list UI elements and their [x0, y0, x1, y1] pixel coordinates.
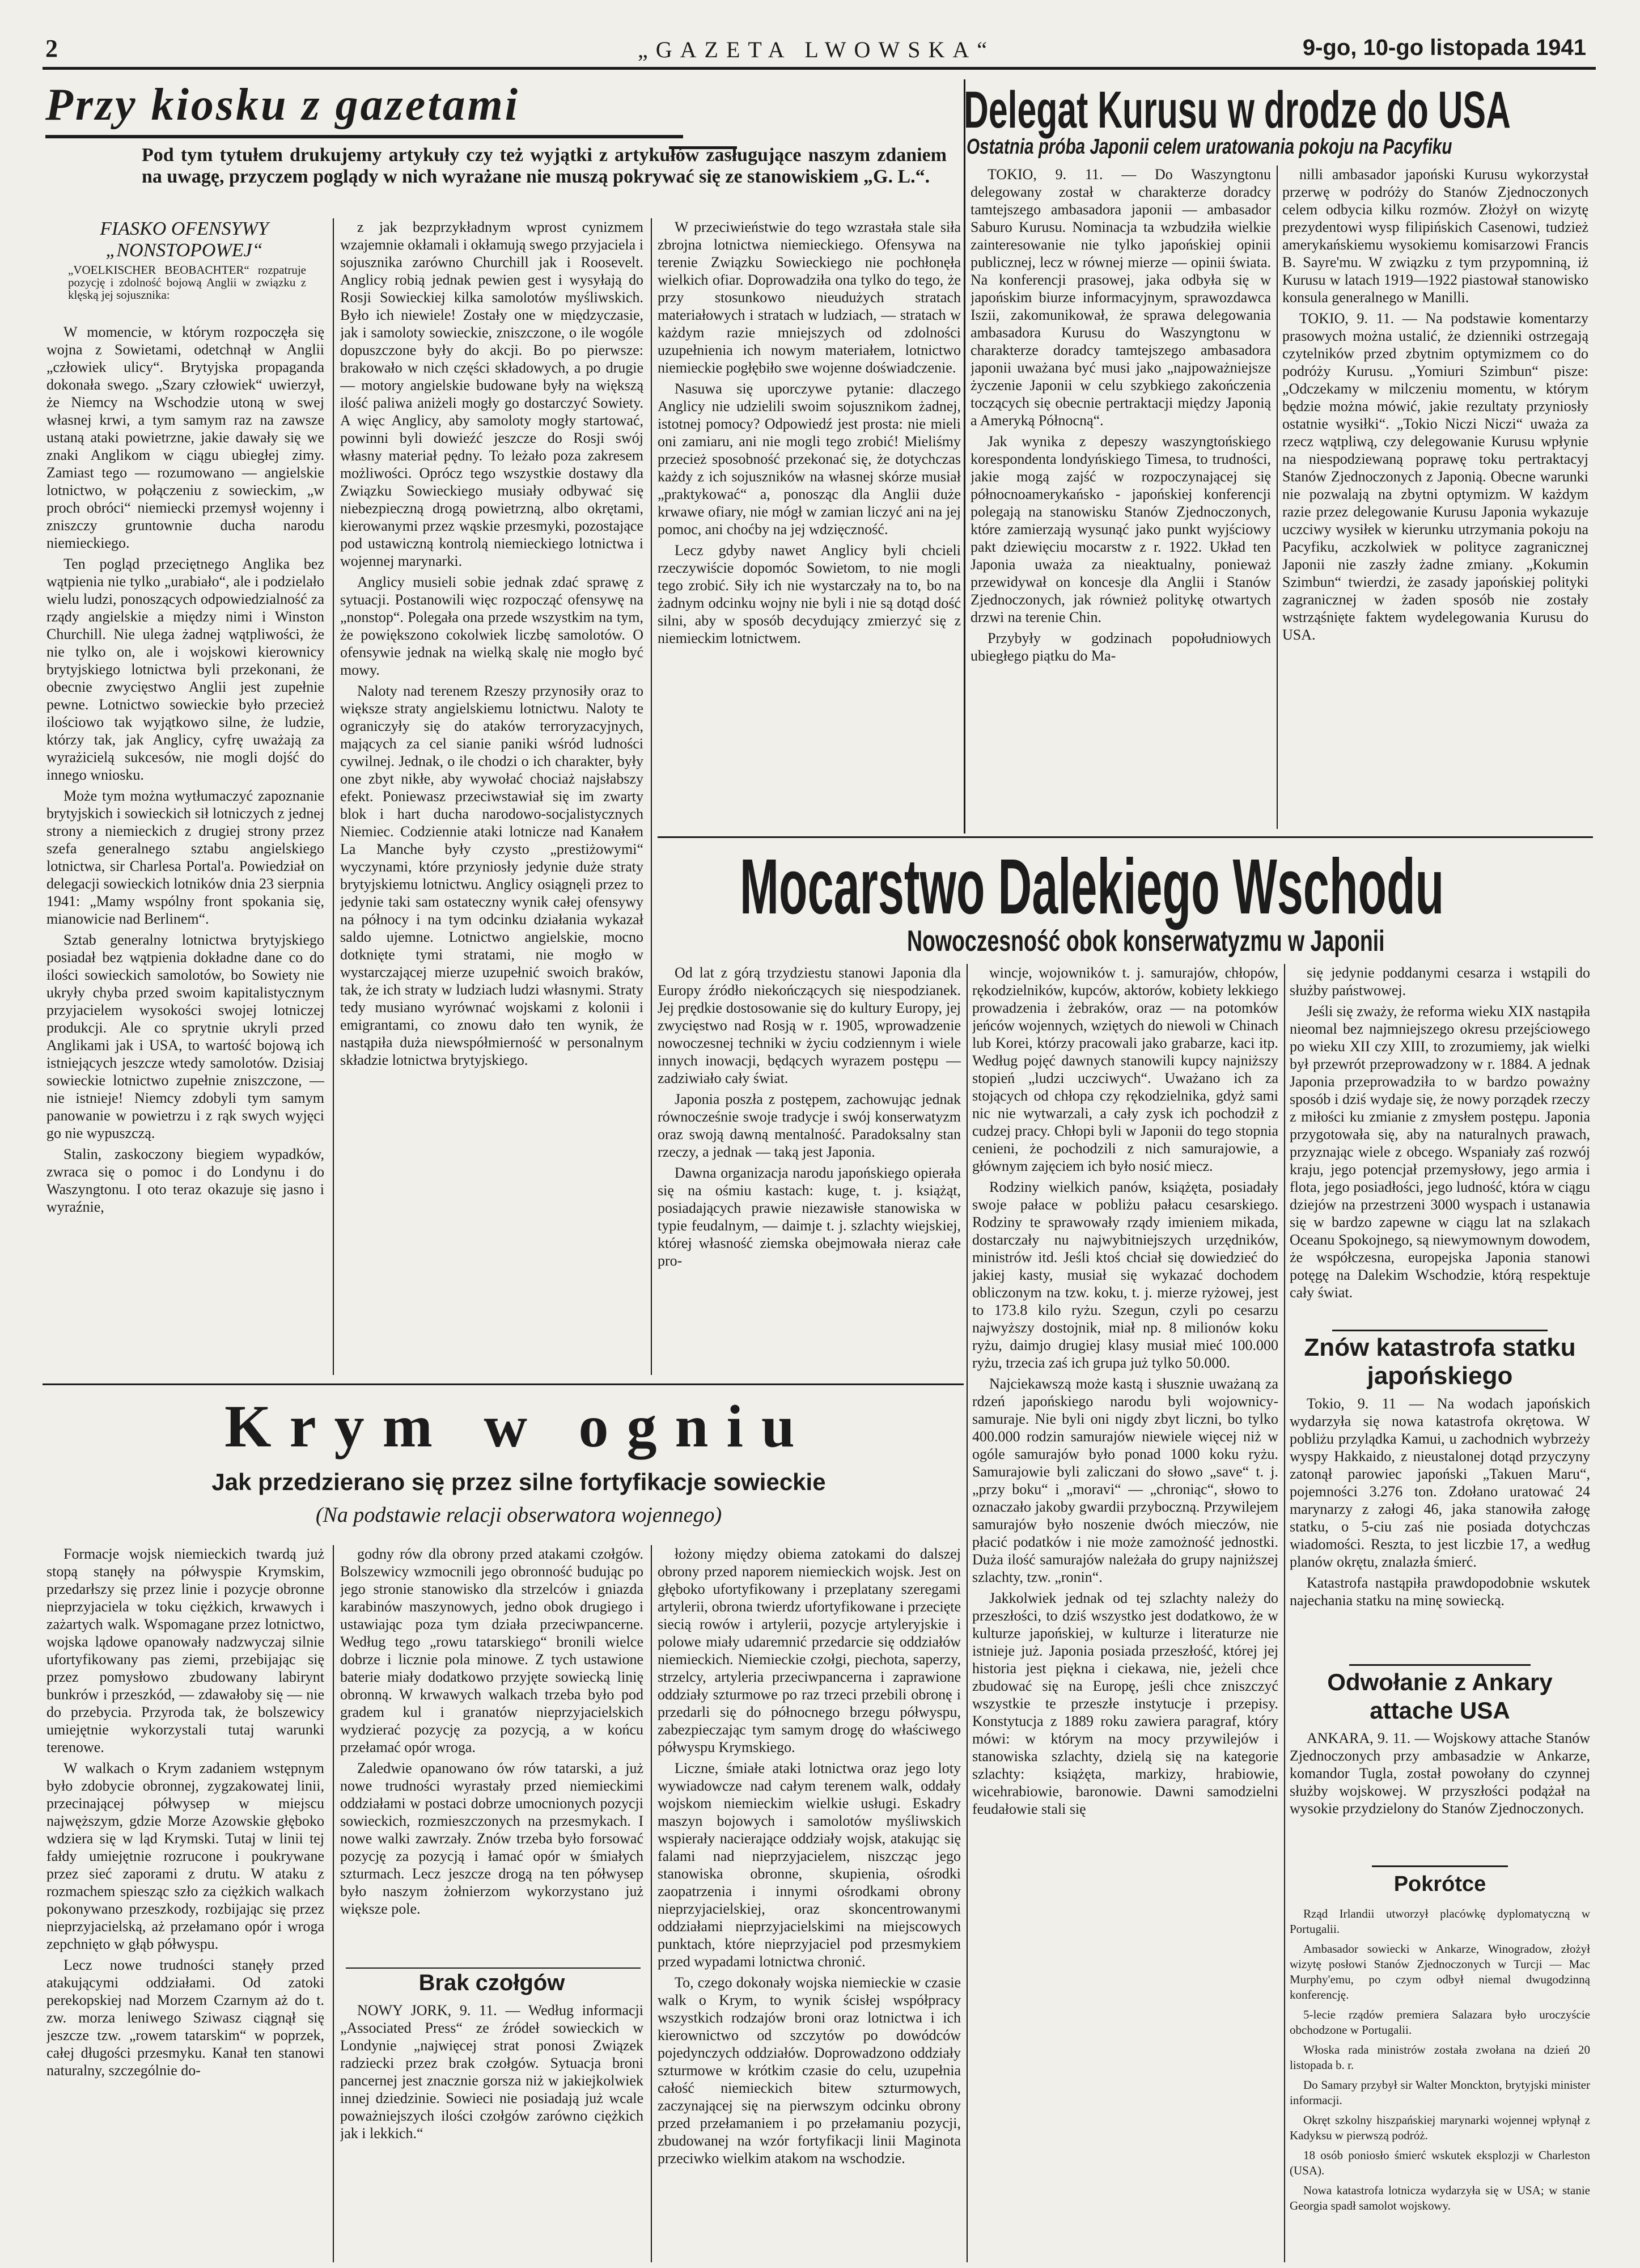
column-divider	[967, 964, 968, 2262]
znow-article	[1290, 1395, 1590, 1658]
pokrotce-item: Rząd Irlandii utworzył placówkę dyplomatyczną w Portugalii.	[1290, 1907, 1590, 1936]
column-divider	[333, 218, 334, 1375]
kiosk-subheading: FIASKO OFENSYWY „NONSTOPOWEJ“	[100, 218, 269, 261]
pokrotce-item: Okręt szkolny hiszpańskiej marynarki wojennej wpłynął z Kadyksu w pierwszą podróż.	[1290, 2113, 1590, 2142]
mocarstwo-col3-paragraph: się jedynie poddanymi cesarza i wstąpili do służby państwowej.	[1290, 964, 1590, 998]
pokrotce-item: Włoska rada ministrów została zwołana na dzień 20 listopada b. r.	[1290, 2043, 1590, 2072]
odwolanie-paragraph: ANKARA, 9. 11. — Wojskowy attache Stanów Zjednoczonych przy ambasadzie w Ankarze, komandor Tugla, został powołany do czynnej służby wojskowej. W przyszłości podążał na wysokie przydzielony do Stanów Zjednoczonych.	[1290, 1730, 1590, 1817]
kiosk-col3-paragraph: Lecz gdyby nawet Anglicy byli chcieli rzeczywiście dopomóc Sowietom, to nie mogli tego zrobić. Siły ich nie wystarczały na to, bo na żadnym odcinku wojny nie byli i nie są dotąd dość silni, aby w sposób decydujący zmierzyć się z niemieckim lotnictwem.	[658, 542, 961, 646]
mocarstwo-col3-paragraph: Jeśli się zważy, że reforma wieku XIX nastąpiła nieomal bez najmniejszego okresu przejściowego po wieku XII czy XIII, to zrozumiemy, jak wielki był przewrót przeprowadzony w r. 1884. A jednak Japonia przeprowadziła to w bardzo poważny sposób i dziś wydaje się, że nowy porządek rzeczy z miłości ku zmianie z zmysłem postępu. Japonia przygotowała się, aby na naturalnych prawach, przyznając wiele z obcego. Wspaniały zaś rozwój kraju, jego potencjał przemysłowy, jego armia i flota, jego posiadłości, jego ludność, która w ciągu dziejów na przestrzeni 3000 wyspach i ustanawia się w bardzo zapewne w ciągu lat na szlakach Oceanu Spokojnego, są niewymownym dowodem, że współczesna, europejska Japonia stanowi potęgę na Dalekim Wschodzie, którą respektuje cały świat.	[1290, 1003, 1590, 1301]
krym-source-note: (Na podstawie relacji obserwatora wojennego)	[315, 1503, 722, 1527]
kiosk-col3-paragraph: Nasuwa się uporczywe pytanie: dlaczego Anglicy nie udzielili swoim sojusznikom żadnej, istotnej pomocy? Odpowiedź jest prosta: nie mieli oni zamiaru, ani nie mogli tego zrobić! Mieliśmy przecież sposobność przekonać się, że dotychczas każdy z ich sojuszników na własnej skórze musiał „praktykować“ a, ponosząc dla Anglii duże krwawe ofiary, nie mógł w zamian liczyć ani na jej pomoc, ani choćby na jej wdzięczność.	[658, 380, 961, 538]
brak-czolgow-paragraph: NOWY JORK, 9. 11. — Według informacji „Associated Press“ ze źródeł sowieckich w Londynie „najwięcej strat ponosi Związek radziecki przez brak czołgów. Sytuacja broni pancernej jest znacznie gorsza niż w jakiejkolwiek innej dziedzinie. Sowieci nie posiadają już wcale poważniejszych ilości czołgów zarówno ciężkich jak i lekkich.“	[340, 2002, 643, 2142]
kiosk-column-3	[658, 218, 961, 859]
column-divider	[1284, 964, 1285, 2262]
mocarstwo-headline: Mocarstwo Dalekiego Wschodu	[740, 843, 1444, 930]
mocarstwo-col1-paragraph: Japonia poszła z postępem, zachowując jednak równocześnie swoje tradycje i swój konserwatyzm oraz swoją dawną mentalność. Paradoksalny stan rzeczy, a jednak — taką jest Japonia.	[658, 1091, 961, 1160]
section-rule	[1332, 1330, 1548, 1331]
section-rule	[43, 1383, 964, 1385]
column-divider	[651, 218, 652, 1375]
odwolanie-article	[1290, 1729, 1590, 1865]
kiosk-col1-paragraph: Stalin, zaskoczony biegiem wypadków, zwraca się o pomoc i do Londynu i do Waszyngtonu. I oto teraz okazuje się jasno i wyraźnie,	[46, 1146, 324, 1215]
kiosk-col2-paragraph: z jak bezprzykładnym wprost cynizmem wzajemnie okłamali i okłamują swego przyjaciela i sojusznika zarówno Churchill jak i Roosevelt. Anglicy robią jednak pewien gest i wysyłają do Rosji Sowieckiej kilka samolotów myśliwskich. Było ich niewiele! Zostały one w międzyczasie, jak i samoloty sowieckie, zniszczone, o ile wogóle dopuszczone były do akcji. Bo po pierwsze: brakowało w nich części składowych, a po drugie — motory angielskie budowane były na większą ilość paliwa aniżeli mogły go dostarczyć Sowiety. A więc Anglicy, aby samoloty mogły startować, powinni byli dowieźć jeszcze do Rosji swój własny materiał pędny. To leżało poza zakresem możliwości. Oprócz tego wszystkie dostawy dla Związku Sowieckiego musiały odbywać się niebezpieczną drogą powietrzną, albo okrętami, kierowanymi przez wąskie przesmyki, pozostające pod ustawiczną kontrolą niemieckiego lotnictwa i wojennej marynarki.	[340, 219, 643, 569]
kiosk-intro: Pod tym tytułem drukujemy artykuły czy też wyjątki z artykułów zasługujące naszym zdaniem na uwagę, przyczem poglądy w nich wyrażane nie muszą pokrywać się ze stanowiskiem „G. L.“.	[142, 145, 947, 187]
mocarstwo-col2-paragraph: wincje, wojowników t. j. samurajów, chłopów, rękodzielników, kupców, aktorów, kobiety lekkiego prowadzenia i żebraków, oraz — na potomków jeńców wojennych, wziętych do niewoli w Chinach lub Korei, którzy pracowali jako grabarze, kaci itp. Według pojęć dawnych stanowili kupcy najniższy stopień „ludzi uczciwych“. Uważano ich za stojących od chłopa czy rękodzielnika, gdyż sami nic nie wytwarzali, a cały zysk ich pochodził z cudzej pracy. Chłopi byli w Japonii do tego stopnia cenieni, że pochodzili z nich samurajowie, a głównym zajęciem ich było nosić miecz.	[972, 964, 1278, 1174]
krym-col2-paragraph: Zaledwie opanowano ów rów tatarski, a już nowe trudności wyrastały przed niemieckimi oddziałami w postaci dobrze umocnionych pozycji sowieckich, rozmieszczonych na przesmykach. I nowe walki zawrzały. Znów trzeba było forsować pozycję za pozycją i łamać opór w śmiałych szturmach. Lecz jeszcze drogą na ten półwysep było naszym żołnierzom wykorzystano już większe pole.	[340, 1760, 643, 1917]
pokrotce-item: 5-lecie rządów premiera Salazara było uroczyście obchodzone w Portugalii.	[1290, 2008, 1590, 2037]
odwolanie-headline: Odwołanie z Ankary attache USA	[1327, 1669, 1553, 1724]
brak-czolgow-article	[340, 2002, 643, 2262]
mocarstwo-col1-paragraph: Dawna organizacja narodu japońskiego opierała się na ośmiu kastach: kuge, t. j. książąt, posiadających prawie niezawisłe stanowiska w typie feudalnym, — daimje t. j. szlachty wiejskiej, której własność ziemska obejmowała nieraz całe pro-	[658, 1165, 961, 1269]
brak-czolgow-headline: Brak czołgów	[418, 1970, 565, 1995]
krym-column-1	[46, 1545, 324, 2262]
masthead: „GAZETA LWOWSKA“	[638, 37, 995, 62]
krym-col1-paragraph: W walkach o Krym zadaniem wstępnym było zdobycie obronnej, zygzakowatej linii, przecinającej półwysep w miejscu najwęższym, gdzie Morze Azowskie głęboko wdziera się w ląd Krymski. Tutaj w linii tej fałdy umiejętnie rozrucone i poukrywane przez sieć zaporami z drutu. W ataku z rozmachem spiesząc szło za ciężkich walkach pokonywano przeszkody, rozbijając się przez nieprzyjacielską, aż przełamano opór i wroga zepchnięto w głąb półwyspu.	[46, 1760, 324, 1952]
krym-col2-paragraph: godny rów dla obrony przed atakami czołgów. Bolszewicy wzmocnili jego obronność budując po jego stronie stanowisko dla strzelców i gniazda karabinów maszynowych, jedno obok drugiego i ustawiając poza tym działa przeciwpancerne. Według tego „rowu tatarskiego“ bronili wielce dobrze i licznie pola minowe. Z tych ustawione baterie miały dodatkowo przyjęte sowiecką linię obronną. W krwawych walkach trzeba było pod gradem kul i granatów nieprzyjacielskich wydzierać pozycję za pozycją, a w końcu przełamać opór wroga.	[340, 1546, 643, 1755]
pokrotce-headline: Pokrótce	[1393, 1872, 1486, 1896]
kiosk-col1-paragraph: W momencie, w którym rozpoczęła się wojna z Sowietami, odetchnął w Anglii „człowiek ulicy“. Brytyjska propaganda dokonała swego. „Szary człowiek“ uwierzył, że Niemcy na Wschodzie utoną w swej własnej krwi, a tym samym raz na zawsze ustaną ataki powietrzne, jakie dawały się we znaki Anglikom w ciągu ubiegłej zimy. Zamiast tego — rozumowano — angielskie lotnictwo, w połączeniu z sowieckim, „w proch obróci“ niemiecki przemysł wojenny i zniszczy gruntownie ducha narodu niemieckiego.	[46, 324, 324, 551]
issue-date: 9-go, 10-go listopada 1941	[1302, 35, 1586, 60]
krym-col3-paragraph: łożony między obiema zatokami do dalszej obrony przed naporem niemieckich wojsk. Jest on głęboko ufortyfikowany i przeplatany szeregami artylerii, obrona twierdz ufortyfikowane i przecięte siecią rowów i artylerii, pozycje artyleryjskie i polowe miały udaremnić przedarcie się oddziałów niemieckich. Niemieckie czołgi, piechota, saperzy, strzelcy, artyleria przeciwpancerna i zaprawione oddziały szturmowe po raz trzeci przebili obronę i przedarli się do północnego brzegu półwyspu, zabezpieczając tym samym drogę do właściwego półwyspu Krymskiego.	[658, 1546, 961, 1755]
mocarstwo-col2-paragraph: Rodziny wielkich panów, książęta, posiadały swoje pałace w pobliżu pałacu cesarskiego. Rodziny te sprawowały rządy imieniem mikada, dostarczały nu najwybitniejszych urzędników, ministrów itd. Jeśli ktoś chciał się dowiedzieć do jakiej kasty, musiał się wykazać dochodem obliczonym na tzw. koku, t. j. mierze ryżowej, jest to 173.8 kilo ryżu. Szegun, czyli po cesarzu najwyższy dostojnik, miał np. 8 milionów koku ryżu, daimjo drugiej klasy musiał mieć 100.000 ryżu, trzecia zaś ich grupa już tylko 50.000.	[972, 1179, 1278, 1371]
pokrotce-item: Nowa katastrofa lotnicza wydarzyła się w USA; w stanie Georgia spadł samolot wojskowy.	[1290, 2184, 1590, 2212]
krym-col3-paragraph: To, czego dokonały wojska niemieckie w czasie walk o Krym, to wynik ścisłej współpracy wszystkich rodzajów broni oraz lotnictwa i ich kierownictwo od szczytów po dowódców pojedynczych oddziałów. Doprowadzono oddziały szturmowe w krótkim czasie do celu, uzupełnia całość niemieckich bitew szturmowych, zaczynającej się na pierwszym odcinku obrony przed przełamaniem i po przełamaniu pozycji, zbudowanej na wzór fortyfikacji linii Maginota przeciwko wielkim atakom na wschodzie.	[658, 1974, 961, 2167]
section-rule	[658, 836, 1593, 838]
delegat-col2-paragraph: TOKIO, 9. 11. — Na podstawie komentarzy prasowych można ustalić, że dzienniki ostrzegają czytelników przed zbytnim optymizmem co do podróży Kurusu. „Yomiuri Szimbun“ pisze: „Odczekamy w milczeniu momentu, w którym będzie można mówić, jakie rezultaty przyniosły ostatnie wysiłki“. „Tokio Niczi Niczi“ uważa za rzecz wątpliwą, czy delegowanie Kurusu wpłynie na niespodziewaną poprawę toku pertraktacyj Stanów Zjednoczonych z Japonią. Obecne warunki nie pozwalają na zbytni optymizm. W każdym razie przez delegowanie Kurusu Japonia wykazuje uczciwy wysiłek w kierunku utrzymania pokoju na Pacyfiku, aczkolwiek w polityce zagranicznej Japonii nie zaszły żadne zmiany. „Kokumin Szimbun“ twierdzi, że zasady japońskiej polityki zagranicznej w żaden sposób nie zostały wstrząśnięte faktem wydelegowania Kurusu do USA.	[1282, 310, 1588, 643]
column-divider	[1277, 166, 1278, 829]
krym-column-3	[658, 1545, 961, 2262]
delegat-col2-paragraph: nilli ambasador japoński Kurusu wykorzystał przerwę w podróży do Stanów Zjednoczonych celem odbycia kilku rozmów. Złożył on wizytę prezydentowi wysp filipińskich Casenowi, tudzież amerykańskiemu wysokiemu komisarzowi Francis B. Sayre'mu. W związku z tym przypomniną, iż Kurusu w latach 1919—1922 piastował stanowisko konsula generalnego w Manilli.	[1282, 166, 1588, 306]
column-divider	[333, 1545, 334, 2262]
section-rule	[346, 1967, 641, 1969]
mocarstwo-column-1	[658, 964, 961, 1383]
kiosk-column-2	[340, 218, 643, 1369]
delegat-subheadline: Ostatnia próba Japonii celem uratowania pokoju na Pacyfiku	[967, 135, 1452, 159]
mocarstwo-column-3	[1290, 964, 1590, 1327]
delegat-col1-paragraph: Przybyły w godzinach popołudniowych ubiegłego piątku do Ma-	[971, 630, 1271, 664]
kiosk-col2-paragraph: Naloty nad terenem Rzeszy przynosiły oraz to większe straty angielskiemu lotnictwu. Naloty te ograniczyły się do ataków terroryzacyjnych, mających za cel sianie paniki wśród ludności cywilnej. Jednak, o ile chodzi o ich charakter, były one zbyt nikłe, aby wywołać chociaż najsłabszy efekt. Poniewasz przeciwstawiał się im zwarty blok i hart ducha narodowo-socjalistycznych Niemiec. Codziennie ataki lotnicze nad Kanałem La Manche były czysto „prestiżowymi“ wyczynami, które przyniosły jedynie duże straty brytyjskiemu lotnictwu. Anglicy osiągnęli przez to jedynie taki sam ostateczny wynik całej ofensywy na północy i na tym odcinku działania wykazał saldo ujemne. Lotnictwo angielskie, mocno dotknięte tymi stratami, nie mogło w wystarczającej mierze uzupełnić swoich braków, tak, że ich straty w ludziach ludzi własnymi. Straty tedy musiano wyrównać wojskami z kolonii i emigrantami, co znowu dało ten wynik, że nastąpiła duża niewspółmierność w personalnym składzie lotnictwa brytyjskiego.	[340, 683, 643, 1068]
mocarstwo-col2-paragraph: Jakkolwiek jednak od tej szlachty należy do przeszłości, to dziś wszystko jest dodatkowo, że w kulturze japońskiej, w kulturze i literaturze nie istnieje już. Japonia posiada przeszłość, której jej historia jest piękna i ciekawa, nie, jeżeli chce zbudować się na Europę, jeśli chce zniszczyć wszystkie te przeszłe instytucje i przepisy. Konstytucja z 1889 roku zawiera paragraf, który mówi: w którym na mocy przywilejów i stanowiska szlachty, dzielą się na kategorie szlachty: książęta, markizy, hrabiowie, wicehrabiowie, baronowie. Dawni samodzielni feudałowie stali się	[972, 1590, 1278, 1817]
krym-col3-paragraph: Liczne, śmiałe ataki lotnictwa oraz jego loty wywiadowcze nad całym terenem walk, oddały wojskom niemieckim wielkie usługi. Eskadry maszyn bojowych i samolotów myśliwskich wspierały nacierające oddziały wojsk, atakując się falami nad nieprzyjacielem, niszcząc jego stanowiska obronne, skupienia, ośrodki zaopatrzenia i innymi ośrodkami obrony nieprzyjacielskiej, oraz skoncentrowanymi oddziałami nieprzyjacielskimi na miejscowych punktach, które nieprzyjaciel pod przesmykiem przed wypadami lotnictwa chronić.	[658, 1760, 961, 1970]
znow-headline: Znów katastrofa statku japońskiego	[1304, 1334, 1576, 1390]
mocarstwo-col2-paragraph: Najciekawszą może kastą i słusznie uważaną za rdzeń japońskiego narodu byli wojownicy-samuraje. Nie byli oni nigdy zbyt liczni, bo tylko 400.000 rodzin samurajów niewiele więcej niż w ogóle samurajów było ponad 1000 koku ryżu. Samurajowie byli zaliczani do słowo „save“ t. j. „przy boku“ i „moravi“ — „chroniąc“, słowo to oznaczało jakoby gwardii przyboczną. Przywilejem samurajów było noszenie dwóch mieczów, nie płacić podatków i nie może zamożność jednostki. Duża ilość samurajów należała do grupy najniższej szlachty, tzw. „ronin“.	[972, 1376, 1278, 1585]
pokrotce-item: 18 osób poniosło śmierć wskutek eksplozji w Charleston (USA).	[1290, 2148, 1590, 2177]
kiosk-source-note: „VOELKISCHER BEOBACHTER“ rozpatruje pozycję i zdolność bojową Anglii w związku z klęską jej sojusznika:	[68, 263, 306, 302]
kiosk-col1-paragraph: Sztab generalny lotnictwa brytyjskiego posiadał bez wątpienia dokładne dane co do ilości sowieckich samolotów, bo Sowiety nie ukryły chyba przed swoim kapitalistycznym przyjacielem wysokości swojej lotniczej produkcji. Ale co sprytnie ukryli przed Anglikami jak i USA, to wartość bojową ich istniejących jeszcze wtedy samolotów. Dzisiaj sowieckie lotnictwo zupełnie zniszczone, — nie istnieje! Niemcy zdobyli tym samym panowanie w powietrzu i z rąk swych wyjęci go nie wypuszczą.	[46, 932, 324, 1141]
delegat-column-1	[971, 166, 1271, 829]
krym-col1-paragraph: Lecz nowe trudności stanęły przed atakującymi oddziałami. Od zatoki perekopskiej nad Morzem Czarnym aż do t. zw. morza leniwego Sziwasz ciągnął się jeszcze tzw. „rowem tatarskim“ w poprzek, całej długości przesmyku. Kanał ten stanowi naturalny, szczególnie do-	[46, 1957, 324, 2079]
section-rule	[1349, 1664, 1531, 1666]
delegat-headline: Delegat Kurusu w drodze do USA	[964, 81, 1511, 139]
kiosk-column-1	[46, 323, 324, 1383]
column-divider	[651, 1545, 652, 2262]
delegat-column-2	[1282, 166, 1588, 829]
znow-paragraph: Tokio, 9. 11 — Na wodach japońskich wydarzyła się nowa katastrofa okrętowa. W pobliżu przylądka Kamui, u zachodnich wybrzeży wyspy Hakkaido, z nieustalonej dotąd przyczyny zatonął parowiec japoński „Takuen Maru“, pojemności 3.276 ton. Zdołano uratować 24 marynarzy z załogi 46, jaka stanowiła załogę statku, o 5-ciu zaś nie posiada dotychczas wiadomości. Reszta, to jest liczbie 17, a według planów okrętu, znalazła śmierć.	[1290, 1395, 1590, 1570]
delegat-col1-paragraph: TOKIO, 9. 11. — Do Waszyngtonu delegowany został w charakterze doradcy tamtejszego ambasadora japonii — ambasador Saburo Kurusu. Nominacja ta wzbudziła wielkie zainteresowanie nie tylko japońskiej opinii publicznej, lecz w równej mierze — opinii świata. Na konferencji prasowej, jaka odbyła się w japońskim biurze informacyjnym, sprawozdawca Iszii, zakomunikował, że sprawa delegowania ambasadora Kurusu do Waszyngtonu w charakterze doradcy tamtejszego ambasadora japonii uważana być musi jako „najpoważniejsze życzenie Japonii w celu szybkiego zakończenia toczących się obecnie pertraktacji między Japonią a Ameryką Północną“.	[971, 166, 1271, 429]
page-number: 2	[45, 35, 58, 62]
mocarstwo-subheadline: Nowoczesność obok konserwatyzmu w Japonii	[907, 925, 1385, 958]
mocarstwo-col1-paragraph: Od lat z górą trzydziestu stanowi Japonia dla Europy źródło niekończących się niespodzianek. Jej prędkie dostosowanie się do kultury Europy, jej zwycięstwo nad Rosją w r. 1905, wprowadzenie nowoczesnej techniki w życiu codziennym i wiele innych inowacji, będących wyrazem postępu — zadziwiało cały świat.	[658, 964, 961, 1086]
column-divider	[964, 79, 965, 833]
krym-col1-paragraph: Formacje wojsk niemieckich twardą już stopą stanęły na półwyspie Krymskim, przedarłszy się przez linie i pozycje obronne nieprzyjaciela w toku ciężkich, krwawych i zażartych walk. Wspomagane przez lotnictwo, wojska lądowe opanowały nadzwyczaj silnie ufortyfikowany pas ziemi, przebijając się przez pomysłowo zbudowany labirynt bunkrów i przeszkód, — zdawałoby się — nie do przebycia. Przyroda tak, że bolszewicy umiejętnie wykorzystali tutaj warunki terenowe.	[46, 1546, 324, 1755]
kiosk-col2-paragraph: Anglicy musieli sobie jednak zdać sprawę z sytuacji. Postanowili więc rozpocząć ofensywę na „nonstop“. Polegała ona przede wszystkim na tym, że powiększono cokolwiek liczbę samolotów. O ofensywie jednak na wielką skalę nie mogło być mowy.	[340, 574, 643, 678]
delegat-col1-paragraph: Jak wynika z depeszy waszyngtońskiego korespondenta londyńskiego Timesa, to trudności, jakie mogą zajść w rozpoczynającej się północnoamerykańsko - japońskiej konferencji polegają na stanowisku Stanów Zjednoczonych, które zamierzają wysunąć jako punkt wyjściowy pakt dziewięciu mocarstw z r. 1922. Układ ten Japonia uważa za nieaktualny, ponieważ przewidywał on koncesje dla Anglii i Stanów Zjednoczonych, jak również politykę otwartych drzwi na terenie Chin.	[971, 433, 1271, 625]
pokrotce-list	[1290, 1906, 1590, 2258]
znow-paragraph: Katastrofa nastąpiła prawdopodobnie wskutek najechania statku na minę sowiecką.	[1290, 1575, 1590, 1609]
krym-headline: Krym w ogniu	[224, 1393, 813, 1459]
kiosk-col1-paragraph: Ten pogląd przeciętnego Anglika bez wątpienia nie tylko „urabiało“, ale i podzielało wielu ludzi, ponoszących odpowiedzialność za rządy angielskie a między nimi i Winston Churchill. Nie ulega żadnej wątpliwości, że nie tylko on, ale i wojskowi kierownicy brytyjskiego lotnictwa byli przekonani, że obecnie zwycięstwo Anglii jest zupełnie pewne. Lotnictwo sowieckie było przecież ilościowo tak wyjątkowo silne, że ludzie, którzy tak, jak Anglicy, cyfrę uważają za wyrażicielą sukcesów, nie mogli dojść do innego wniosku.	[46, 556, 324, 783]
kiosk-col1-paragraph: Może tym można wytłumaczyć zapoznanie brytyjskich i sowieckich sił lotniczych z jednej strony a niemieckich z drugiej strony przez szefa generalnego sztabu angielskiego lotnictwa, sir Charlesa Portal'a. Powiedział on delegacji sowieckich lotników dnia 23 sierpnia 1941: „Mamy wspólny front spokania się, mianowicie nad Berlinem“.	[46, 788, 324, 927]
pokrotce-item: Do Samary przybył sir Walter Monckton, brytyjski minister informacji.	[1290, 2078, 1590, 2107]
section-rule	[1372, 1865, 1508, 1867]
krym-column-2	[340, 1545, 643, 1965]
kiosk-col3-paragraph: W przeciwieństwie do tego wzrastała stale siła zbrojna lotnictwa niemieckiego. Ofensywa na terenie Związku Sowieckiego nie pochłonęła wielkich ofiar. Doprowadziła ona tylko do tego, że przy stosunkowo nieudużych stratach materiałowych i stratach w ludziach, — stratach w każdym razie mniejszych od zdolności uzupełnienia ich nowym materiałem, lotnictwo niemieckie pogłębiło swe wojenne doświadczenie.	[658, 219, 961, 376]
mocarstwo-column-2	[972, 964, 1278, 2262]
kiosk-section-title: Przy kiosku z gazetami	[45, 80, 520, 130]
kiosk-title-rule	[45, 135, 683, 138]
header-rule	[43, 67, 1596, 70]
krym-subheadline: Jak przedzierano się przez silne fortyfikacje sowieckie	[211, 1469, 826, 1495]
pokrotce-item: Ambasador sowiecki w Ankarze, Winogradow, złożył wizytę posłowi Stanów Zjednoczonych w Turcji — Mac Murphy'emu, po czym odbył niemal dwugodzinną konferencję.	[1290, 1942, 1590, 2002]
